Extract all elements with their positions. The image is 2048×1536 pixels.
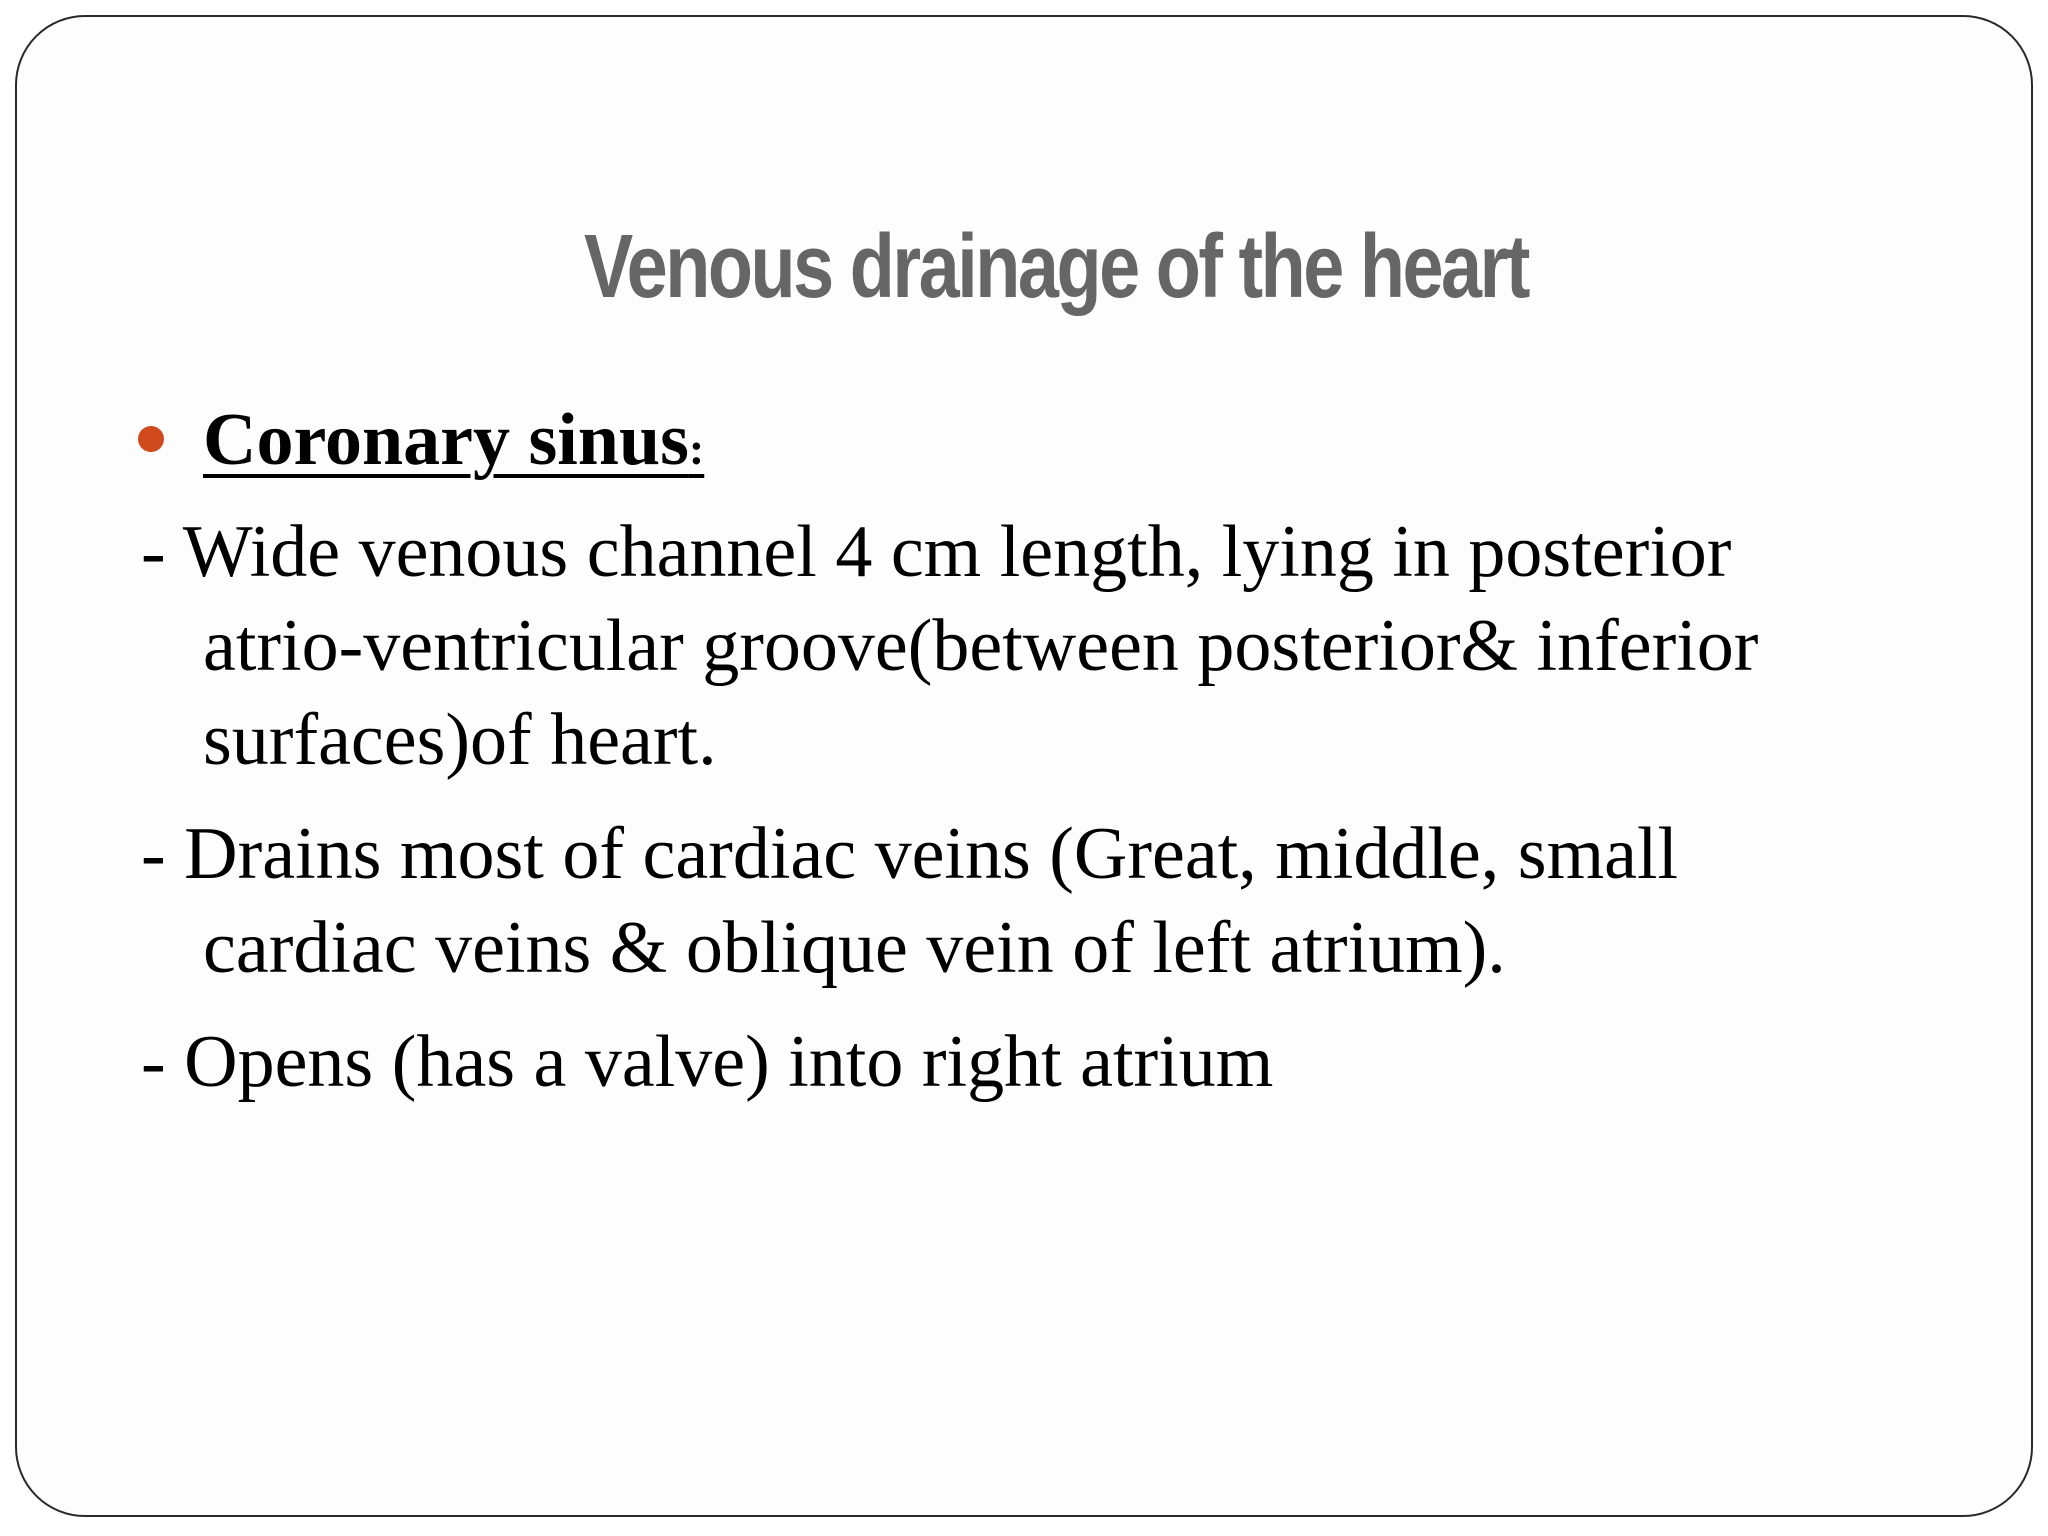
- point-wide-venous-channel: [141, 505, 2021, 787]
- point-line: surfaces)of heart.: [203, 699, 717, 781]
- point-drains-cardiac-veins: [141, 807, 2021, 995]
- bullet-item-coronary-sinus: [17, 395, 2031, 495]
- slide-title: Venous drainage of the heart: [583, 217, 1529, 317]
- point-line: - Wide venous channel 4 cm length, lying in posterior: [141, 511, 1732, 593]
- point-line: atrio-ventricular groove(between posterior& inferior: [203, 605, 1759, 687]
- bullet-heading-colon: :: [688, 423, 705, 474]
- bullet-dot-icon: [138, 426, 164, 452]
- point-line: cardiac veins & oblique vein of left atrium).: [203, 907, 1506, 989]
- point-opens-right-atrium: [141, 1015, 2021, 1109]
- point-line: - Drains most of cardiac veins (Great, middle, small: [141, 813, 1679, 895]
- bullet-heading: [203, 395, 704, 494]
- bullet-heading-text: Coronary sinus: [203, 399, 689, 481]
- slide-frame: [15, 15, 2033, 1517]
- point-line: - Opens (has a valve) into right atrium: [141, 1021, 1274, 1103]
